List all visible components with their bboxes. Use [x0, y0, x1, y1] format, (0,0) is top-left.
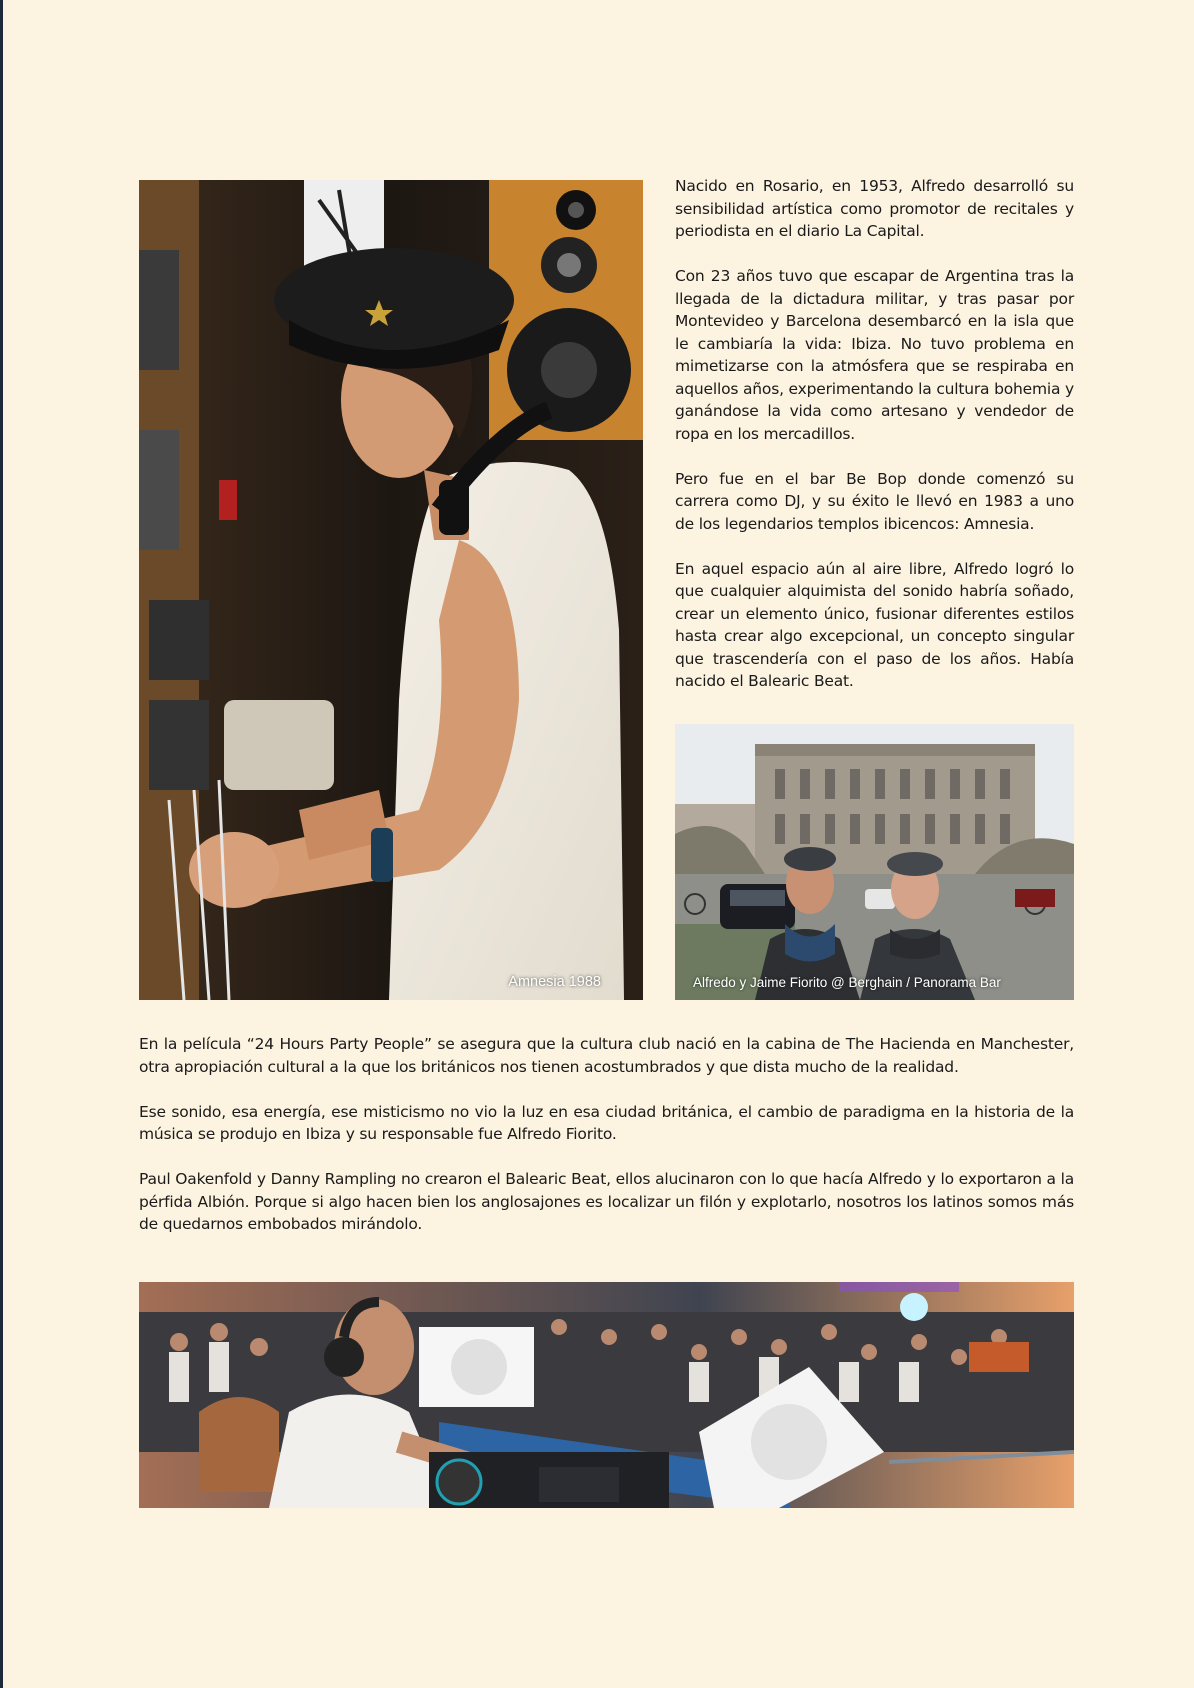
page-edge-border [0, 0, 3, 1688]
paragraph: Nacido en Rosario, en 1953, Alfredo desarrolló su sensibilidad artística como promotor de recitales y periodista en el diario La Capital. [675, 177, 1074, 240]
photo-caption: Amnesia 1988 [508, 974, 601, 990]
photo-berghain [675, 724, 1074, 1000]
photo-dj-booth-crowd [139, 1282, 1074, 1508]
photo-amnesia-1988 [139, 180, 643, 1000]
dj-in-beret-icon [139, 180, 643, 1000]
paragraph: Ese sonido, esa energía, ese misticismo no vio la luz en esa ciudad británica, el cambio de paradigma en la historia de la música se produjo en Ibiza y su responsable fue Alfredo Fiorito. [139, 1102, 1074, 1143]
column-text [675, 175, 1074, 715]
photo-caption: Alfredo y Jaime Fiorito @ Berghain / Panorama Bar [693, 975, 1001, 990]
paragraph: En la película “24 Hours Party People” se asegura que la cultura club nació en la cabina de The Hacienda en Manchester, otra apropiación cultural a la que los británicos nos tienen acostumbrados y que dista mucho de la realidad. [139, 1035, 1074, 1076]
dj-booth-with-crowd-icon [139, 1282, 1074, 1508]
two-men-in-front-of-building-icon [675, 724, 1074, 1000]
paragraph: Con 23 años tuvo que escapar de Argentina tras la llegada de la dictadura militar, y tras pasar por Montevideo y Barcelona desembarcó en la isla que le cambiaría la vida: Ibiza. No tuvo problema en mimetizarse con la atmósfera que se respiraba en aquellos años, experimentando la cultura bohemia y ganándose la vida como artesano y vendedor de ropa en los mercadillos. [675, 267, 1074, 443]
paragraph: Paul Oakenfold y Danny Rampling no crearon el Balearic Beat, ellos alucinaron con lo que hacía Alfredo y lo exportaron a la pérfida Albión. Porque si algo hacen bien los anglosajones es localizar un filón y explotarlo, nosotros los latinos somos más de quedarnos embobados mirándolo. [139, 1170, 1074, 1233]
paragraph: Pero fue en el bar Be Bop donde comenzó su carrera como DJ, y su éxito le llevó en 1983 a uno de los legendarios templos ibicencos: Amnesia. [675, 469, 1074, 533]
wide-text [139, 1033, 1074, 1258]
paragraph: En aquel espacio aún al aire libre, Alfredo logró lo que cualquier alquimista del sonido habría soñado, crear un elemento único, fusionar diferentes estilos hasta crear algo excepcional, un concepto singular que trascendería con el paso de los años. Había nacido el Balearic Beat. [675, 559, 1074, 690]
